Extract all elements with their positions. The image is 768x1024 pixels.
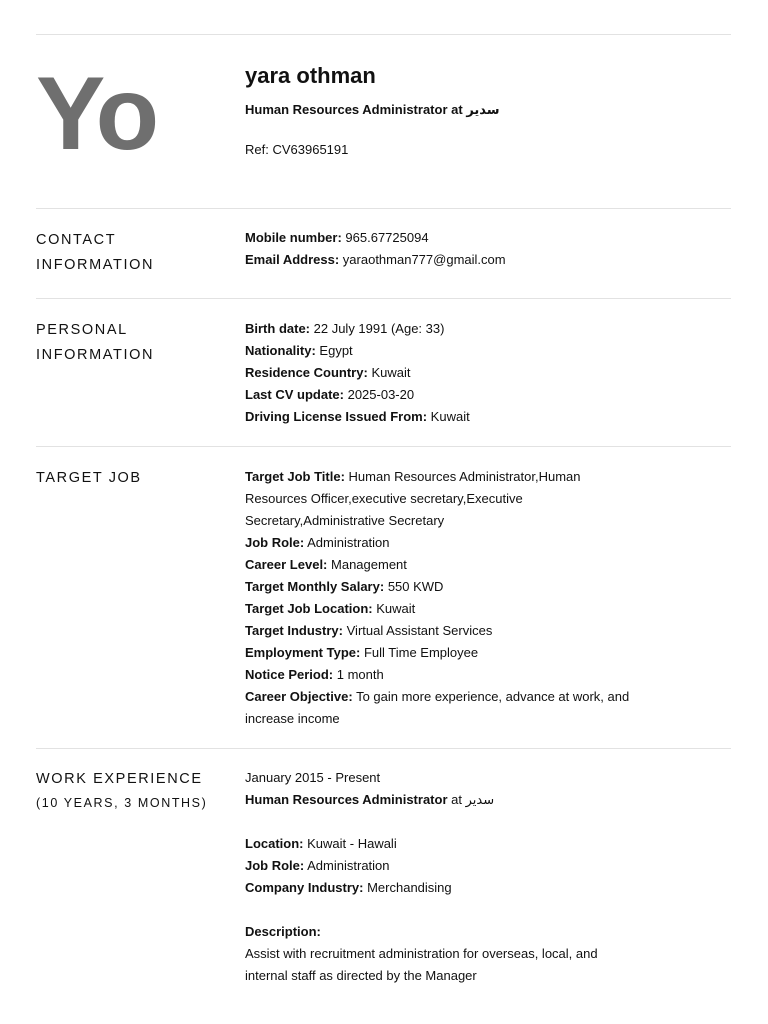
headline-at: at <box>451 102 463 117</box>
section-body-contact <box>245 227 645 271</box>
field-label: Notice Period: <box>245 667 334 682</box>
candidate-headline <box>245 102 500 118</box>
job-description: Assist with recruitment administration for overseas, local, and internal staff as directed by the Manager <box>245 946 598 983</box>
section-title-line: WORK EXPERIENCE <box>36 771 203 787</box>
field-value: 965.67725094 <box>345 230 429 245</box>
field-value: Full Time Employee <box>363 645 479 660</box>
field-label: Career Objective: <box>245 689 353 704</box>
field-value: 1 month <box>336 667 384 682</box>
field-job-location <box>245 833 645 855</box>
field-value: 22 July 1991 (Age: 33) <box>313 321 445 336</box>
field-value: yaraothman777@gmail.com <box>342 252 506 267</box>
job-company: سدير <box>465 792 495 807</box>
section-title-line: CONTACT <box>36 232 117 248</box>
field-career-objective <box>245 686 630 730</box>
field-label: Target Job Location: <box>245 601 373 616</box>
divider <box>36 748 731 749</box>
field-notice-period <box>245 664 630 686</box>
divider <box>36 34 731 35</box>
section-title-line: INFORMATION <box>36 347 155 363</box>
field-value: To gain more experience, advance at work, and increase income <box>245 689 630 726</box>
field-label: Career Level: <box>245 557 328 572</box>
section-title-work-experience <box>36 767 236 814</box>
ref-label: Ref: <box>245 142 269 157</box>
field-target-industry <box>245 620 630 642</box>
divider <box>36 298 731 299</box>
field-label: Last CV update: <box>245 387 344 402</box>
field-label: Company Industry: <box>245 880 364 895</box>
field-label: Driving License Issued From: <box>245 409 428 424</box>
field-value: Management <box>331 557 407 572</box>
field-value: 550 KWD <box>387 579 444 594</box>
job-title: Human Resources Administrator <box>245 792 448 807</box>
job-position <box>245 789 645 811</box>
field-email <box>245 249 645 271</box>
headline-title: Human Resources Administrator <box>245 102 448 117</box>
field-target-salary <box>245 576 630 598</box>
field-value: Kuwait <box>376 601 416 616</box>
field-value: Kuwait - Hawali <box>307 836 397 851</box>
field-value: 2025-03-20 <box>347 387 415 402</box>
candidate-name: yara othman <box>245 63 376 88</box>
ref-value: CV63965191 <box>272 142 349 157</box>
field-label: Nationality: <box>245 343 316 358</box>
field-value: Kuwait <box>430 409 470 424</box>
field-label: Target Monthly Salary: <box>245 579 385 594</box>
section-title-personal <box>36 318 236 368</box>
field-label: Target Industry: <box>245 623 343 638</box>
section-body-personal <box>245 318 645 428</box>
field-residence-country <box>245 362 645 384</box>
divider <box>36 446 731 447</box>
section-title-line: PERSONAL <box>36 322 128 338</box>
job-dates: January 2015 - Present <box>245 770 381 785</box>
field-value: Administration <box>307 535 390 550</box>
field-value: Egypt <box>319 343 353 358</box>
description-label <box>245 921 645 943</box>
field-target-location <box>245 598 630 620</box>
field-value: Kuwait <box>371 365 411 380</box>
job-at: at <box>451 792 462 807</box>
section-body-target-job <box>245 466 630 730</box>
field-job-role <box>245 855 645 877</box>
field-label: Location: <box>245 836 304 851</box>
field-value: Administration <box>307 858 390 873</box>
cv-page <box>36 0 731 1024</box>
field-label: Email Address: <box>245 252 340 267</box>
field-job-role <box>245 532 630 554</box>
field-employment-type <box>245 642 630 664</box>
cv-reference <box>245 142 348 157</box>
field-label: Job Role: <box>245 535 305 550</box>
field-label: Target Job Title: <box>245 469 345 484</box>
work-duration: (10 YEARS, 3 MONTHS) <box>36 796 208 810</box>
field-value: Human Resources Administrator,Human Resources Officer,executive secretary,Executive Secretary,Administrative Secretary <box>245 469 581 528</box>
section-title-target-job <box>36 466 236 491</box>
section-title-line: INFORMATION <box>36 257 155 273</box>
section-title-contact <box>36 228 236 278</box>
field-target-job-title <box>245 466 630 532</box>
field-label: Residence Country: <box>245 365 368 380</box>
field-value: Virtual Assistant Services <box>346 623 493 638</box>
divider <box>36 208 731 209</box>
field-driving-license <box>245 406 645 428</box>
field-label: Birth date: <box>245 321 310 336</box>
field-company-industry <box>245 877 645 899</box>
field-value: Merchandising <box>367 880 452 895</box>
field-birth-date <box>245 318 645 340</box>
section-body-work-experience <box>245 767 645 987</box>
field-career-level <box>245 554 630 576</box>
field-mobile <box>245 227 645 249</box>
field-nationality <box>245 340 645 362</box>
field-label: Description: <box>245 924 321 939</box>
headline-company: سدير <box>466 102 500 117</box>
field-label: Mobile number: <box>245 230 342 245</box>
initials-monogram: Yo <box>36 56 158 172</box>
section-title-line: TARGET JOB <box>36 470 142 486</box>
field-last-cv-update <box>245 384 645 406</box>
field-label: Employment Type: <box>245 645 361 660</box>
field-label: Job Role: <box>245 858 305 873</box>
